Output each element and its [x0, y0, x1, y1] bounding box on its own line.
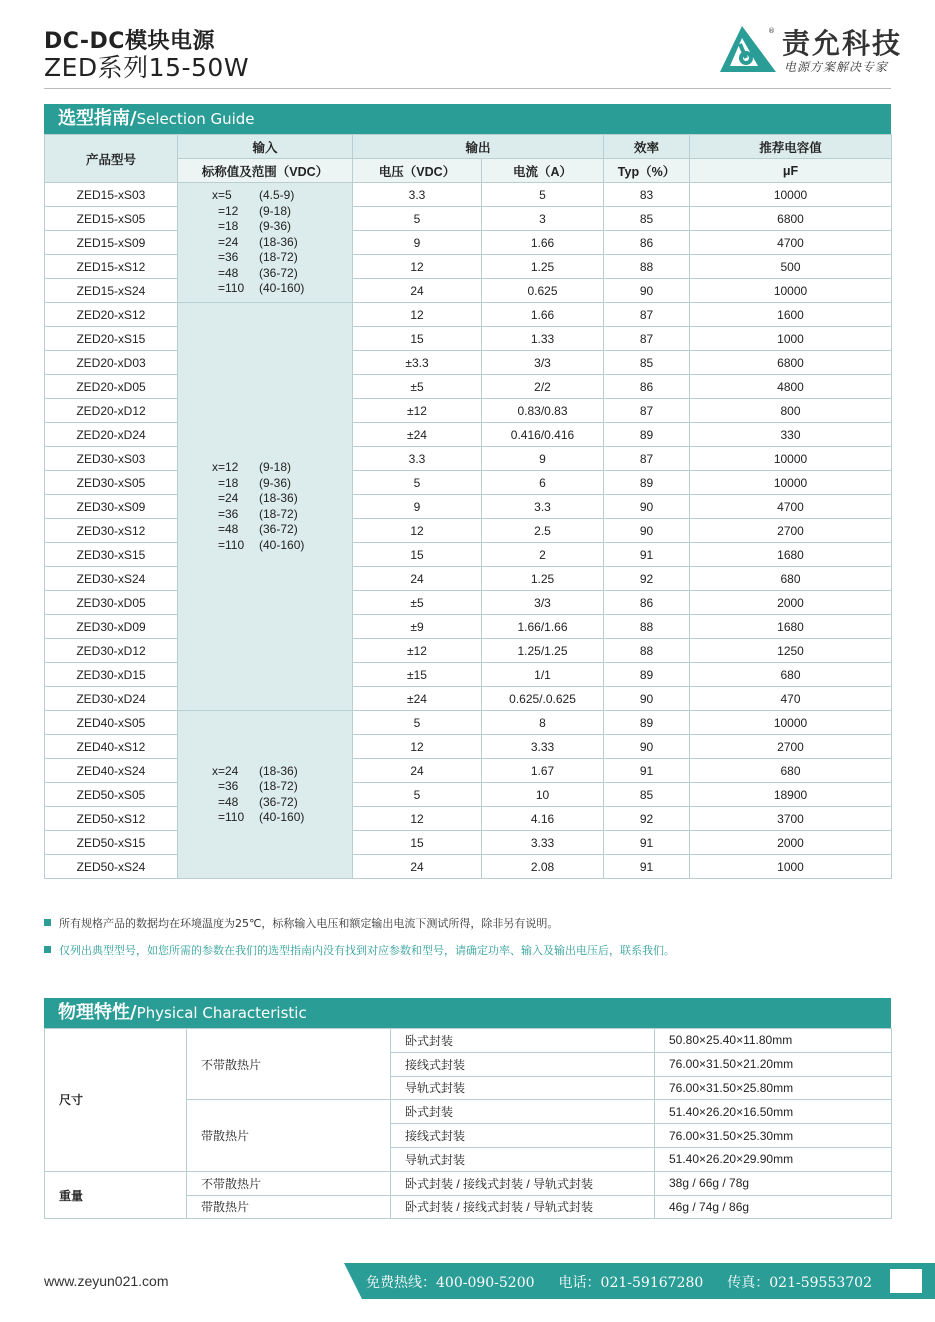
- capacitance-cell: 2000: [690, 831, 892, 855]
- package-type: 导轨式封装: [391, 1147, 655, 1171]
- input-nominal: =36: [218, 779, 239, 793]
- input-range-line: [212, 281, 352, 297]
- table-row: [45, 279, 892, 303]
- voltage-cell: 12: [353, 519, 482, 543]
- model-cell: ZED20-xD03: [45, 351, 178, 375]
- input-nominal: =24: [218, 234, 239, 249]
- input-range-line: [212, 522, 352, 538]
- size-label: 尺寸: [45, 1029, 187, 1172]
- table-row: [45, 519, 892, 543]
- model-cell: ZED40-xS05: [45, 711, 178, 735]
- package-types: 卧式封装 / 接线式封装 / 导轨式封装: [391, 1195, 655, 1219]
- package-type: 接线式封装: [391, 1052, 655, 1076]
- table-row: [45, 351, 892, 375]
- voltage-cell: 24: [353, 759, 482, 783]
- table-row: [45, 807, 892, 831]
- model-cell: ZED30-xS03: [45, 447, 178, 471]
- voltage-cell: 5: [353, 783, 482, 807]
- table-row: [45, 471, 892, 495]
- footer-fax: 传真：021-59553702: [727, 1275, 872, 1291]
- table-row: [45, 495, 892, 519]
- capacitance-cell: 10000: [690, 447, 892, 471]
- current-cell: 0.83/0.83: [482, 399, 604, 423]
- table-row: [45, 711, 892, 735]
- model-cell: ZED40-xS12: [45, 735, 178, 759]
- input-range-line: [212, 250, 352, 266]
- capacitance-cell: 4700: [690, 231, 892, 255]
- header-current: 电流（A）: [482, 159, 604, 183]
- efficiency-cell: 91: [604, 831, 690, 855]
- input-range: (18-72): [259, 506, 298, 521]
- header-divider: [44, 88, 891, 89]
- voltage-cell: ±3.3: [353, 351, 482, 375]
- input-range-line: [212, 476, 352, 492]
- package-types: 卧式封装 / 接线式封装 / 导轨式封装: [391, 1171, 655, 1195]
- heatsink-option: 带散热片: [187, 1195, 391, 1219]
- input-range-line: [212, 538, 352, 554]
- weight-label: 重量: [45, 1171, 187, 1219]
- current-cell: 1.67: [482, 759, 604, 783]
- header-input: 输入: [178, 135, 353, 159]
- physical-title-zh: 物理特性/: [58, 1002, 137, 1023]
- note-text: 仅列出典型型号，如您所需的参数在我们的选型指南内没有找到对应参数和型号，请确定功率、输入及输出电压后，联系我们。: [59, 944, 675, 957]
- input-range-line: [212, 810, 352, 826]
- header-input-range: 标称值及范围（VDC）: [178, 159, 353, 183]
- input-range-line: [212, 204, 352, 220]
- input-range-line: [212, 266, 352, 282]
- voltage-cell: 9: [353, 495, 482, 519]
- model-cell: ZED20-xD12: [45, 399, 178, 423]
- model-cell: ZED50-xS12: [45, 807, 178, 831]
- table-row: [45, 591, 892, 615]
- input-nominal: =18: [218, 475, 239, 490]
- input-range: (40-160): [259, 281, 305, 296]
- table-row: [45, 735, 892, 759]
- dimension-value: 51.40×26.20×16.50mm: [655, 1100, 892, 1124]
- efficiency-cell: 90: [604, 279, 690, 303]
- current-cell: 0.625: [482, 279, 604, 303]
- table-row: [45, 207, 892, 231]
- selection-guide-header: [44, 104, 891, 134]
- current-cell: 9: [482, 447, 604, 471]
- efficiency-cell: 92: [604, 807, 690, 831]
- input-range-cell: [178, 303, 353, 711]
- voltage-cell: 12: [353, 303, 482, 327]
- voltage-cell: ±5: [353, 591, 482, 615]
- no-heatsink-label: 不带散热片: [187, 1029, 391, 1100]
- current-cell: 10: [482, 783, 604, 807]
- efficiency-cell: 86: [604, 231, 690, 255]
- table-row: [45, 327, 892, 351]
- efficiency-cell: 90: [604, 735, 690, 759]
- table-row: [45, 399, 892, 423]
- efficiency-cell: 87: [604, 327, 690, 351]
- input-range-line: [212, 779, 352, 795]
- table-row: [45, 423, 892, 447]
- model-cell: ZED15-xS12: [45, 255, 178, 279]
- input-range-line: [212, 507, 352, 523]
- voltage-cell: ±9: [353, 615, 482, 639]
- table-row: [45, 759, 892, 783]
- table-row: [45, 231, 892, 255]
- input-nominal: =12: [218, 203, 239, 218]
- input-range-line: [212, 188, 352, 204]
- svg-text:®: ®: [768, 27, 775, 35]
- capacitance-cell: 3700: [690, 807, 892, 831]
- model-cell: ZED15-xS03: [45, 183, 178, 207]
- current-cell: 3: [482, 207, 604, 231]
- model-cell: ZED30-xS12: [45, 519, 178, 543]
- heatsink-option: 不带散热片: [187, 1171, 391, 1195]
- capacitance-cell: 1600: [690, 303, 892, 327]
- input-range-line: [212, 795, 352, 811]
- capacitance-cell: 2700: [690, 735, 892, 759]
- voltage-cell: ±12: [353, 639, 482, 663]
- input-range-cell: [178, 711, 353, 879]
- page-title-line2: ZED系列15-50W: [44, 53, 250, 82]
- table-row: [45, 447, 892, 471]
- header-voltage: 电压（VDC）: [353, 159, 482, 183]
- current-cell: 3.3: [482, 495, 604, 519]
- capacitance-cell: 800: [690, 399, 892, 423]
- dimension-value: 76.00×31.50×25.30mm: [655, 1124, 892, 1148]
- brand-name: 责允科技: [782, 27, 903, 60]
- capacitance-cell: 500: [690, 255, 892, 279]
- capacitance-cell: 1680: [690, 543, 892, 567]
- table-row: [45, 255, 892, 279]
- bullet-square-icon: [44, 946, 51, 953]
- table-row: [45, 639, 892, 663]
- current-cell: 1.33: [482, 327, 604, 351]
- capacitance-cell: 680: [690, 663, 892, 687]
- input-range: (40-160): [259, 537, 305, 552]
- model-cell: ZED30-xS24: [45, 567, 178, 591]
- table-row: [45, 375, 892, 399]
- input-range: (36-72): [259, 522, 298, 536]
- capacitance-cell: 10000: [690, 471, 892, 495]
- model-cell: ZED20-xD24: [45, 423, 178, 447]
- model-cell: ZED20-xS12: [45, 303, 178, 327]
- current-cell: 3.33: [482, 831, 604, 855]
- voltage-cell: 24: [353, 567, 482, 591]
- current-cell: 2.08: [482, 855, 604, 879]
- efficiency-cell: 91: [604, 855, 690, 879]
- capacitance-cell: 330: [690, 423, 892, 447]
- header-capacitance: 推荐电容值: [690, 135, 892, 159]
- note-test-conditions: [44, 915, 558, 931]
- efficiency-cell: 85: [604, 207, 690, 231]
- header-efficiency: 效率: [604, 135, 690, 159]
- current-cell: 3.33: [482, 735, 604, 759]
- input-range: (18-72): [259, 250, 298, 265]
- dimension-value: 76.00×31.50×25.80mm: [655, 1076, 892, 1100]
- input-range-line: [212, 235, 352, 251]
- input-nominal: =110: [218, 281, 245, 296]
- table-row: [45, 543, 892, 567]
- note-contact: [44, 942, 675, 958]
- model-cell: ZED30-xS05: [45, 471, 178, 495]
- input-range: (18-36): [259, 491, 298, 505]
- header-output: 输出: [353, 135, 604, 159]
- voltage-cell: 3.3: [353, 183, 482, 207]
- capacitance-cell: 680: [690, 759, 892, 783]
- model-cell: ZED30-xS15: [45, 543, 178, 567]
- capacitance-cell: 470: [690, 687, 892, 711]
- table-row: [45, 831, 892, 855]
- current-cell: 8: [482, 711, 604, 735]
- input-nominal: =110: [218, 810, 245, 824]
- input-nominal: =48: [218, 265, 239, 280]
- capacitance-cell: 2700: [690, 519, 892, 543]
- current-cell: 3/3: [482, 591, 604, 615]
- efficiency-cell: 87: [604, 399, 690, 423]
- voltage-cell: 5: [353, 711, 482, 735]
- current-cell: 6: [482, 471, 604, 495]
- package-type: 导轨式封装: [391, 1076, 655, 1100]
- efficiency-cell: 89: [604, 663, 690, 687]
- selection-title-en: Selection Guide: [136, 110, 255, 128]
- input-range-line: [212, 219, 352, 235]
- capacitance-cell: 1000: [690, 327, 892, 351]
- header-cap-unit: μF: [690, 159, 892, 183]
- model-cell: ZED30-xD09: [45, 615, 178, 639]
- model-cell: ZED50-xS24: [45, 855, 178, 879]
- footer-hotline: 免费热线：400-090-5200: [366, 1275, 535, 1291]
- current-cell: 4.16: [482, 807, 604, 831]
- physical-characteristic-header: [44, 998, 891, 1028]
- voltage-cell: 12: [353, 735, 482, 759]
- current-cell: 2.5: [482, 519, 604, 543]
- current-cell: 1.66: [482, 231, 604, 255]
- input-range: (18-36): [259, 763, 298, 778]
- input-nominal: x=24: [212, 763, 239, 778]
- capacitance-cell: 4700: [690, 495, 892, 519]
- dimension-value: 50.80×25.40×11.80mm: [655, 1029, 892, 1053]
- efficiency-cell: 92: [604, 567, 690, 591]
- voltage-cell: ±24: [353, 687, 482, 711]
- capacitance-cell: 1680: [690, 615, 892, 639]
- efficiency-cell: 91: [604, 543, 690, 567]
- model-cell: ZED15-xS05: [45, 207, 178, 231]
- footer-contact-text: [366, 1272, 896, 1292]
- voltage-cell: 12: [353, 807, 482, 831]
- package-type: 卧式封装: [391, 1100, 655, 1124]
- input-nominal: =110: [218, 537, 245, 552]
- current-cell: 1.66: [482, 303, 604, 327]
- model-cell: ZED50-xS05: [45, 783, 178, 807]
- table-row: [45, 783, 892, 807]
- table-row: [45, 567, 892, 591]
- efficiency-cell: 83: [604, 183, 690, 207]
- voltage-cell: 24: [353, 855, 482, 879]
- website-url[interactable]: www.zeyun021.com: [44, 1273, 169, 1289]
- input-range-line: [212, 764, 352, 780]
- input-nominal: x=12: [212, 460, 239, 474]
- model-cell: ZED20-xS15: [45, 327, 178, 351]
- efficiency-cell: 88: [604, 615, 690, 639]
- company-logo-icon: [718, 24, 778, 74]
- capacitance-cell: 1000: [690, 855, 892, 879]
- voltage-cell: 24: [353, 279, 482, 303]
- efficiency-cell: 91: [604, 759, 690, 783]
- voltage-cell: ±24: [353, 423, 482, 447]
- current-cell: 5: [482, 183, 604, 207]
- footer-phone: 电话：021-59167280: [558, 1275, 704, 1291]
- input-nominal: =48: [218, 522, 239, 536]
- efficiency-cell: 85: [604, 351, 690, 375]
- efficiency-cell: 89: [604, 711, 690, 735]
- input-range: (9-18): [259, 460, 292, 474]
- input-range-line: [212, 460, 352, 476]
- voltage-cell: ±12: [353, 399, 482, 423]
- table-row: [45, 183, 892, 207]
- table-row: [45, 855, 892, 879]
- selection-title-zh: 选型指南/: [58, 108, 137, 129]
- current-cell: 1.66/1.66: [482, 615, 604, 639]
- dimension-value: 76.00×31.50×21.20mm: [655, 1052, 892, 1076]
- table-row: [45, 687, 892, 711]
- efficiency-cell: 88: [604, 639, 690, 663]
- current-cell: 1/1: [482, 663, 604, 687]
- capacitance-cell: 1250: [690, 639, 892, 663]
- capacitance-cell: 6800: [690, 207, 892, 231]
- model-cell: ZED20-xD05: [45, 375, 178, 399]
- input-range: (9-36): [259, 475, 292, 490]
- page-title-line1: DC-DC模块电源: [44, 29, 215, 54]
- efficiency-cell: 89: [604, 471, 690, 495]
- current-cell: 1.25/1.25: [482, 639, 604, 663]
- capacitance-cell: 18900: [690, 783, 892, 807]
- capacitance-cell: 2000: [690, 591, 892, 615]
- current-cell: 0.625/.0.625: [482, 687, 604, 711]
- model-cell: ZED40-xS24: [45, 759, 178, 783]
- model-cell: ZED30-xD05: [45, 591, 178, 615]
- physical-title-en: Physical Characteristic: [136, 1004, 307, 1022]
- current-cell: 2: [482, 543, 604, 567]
- current-cell: 1.25: [482, 567, 604, 591]
- physical-table: [44, 1028, 892, 1219]
- model-cell: ZED30-xD24: [45, 687, 178, 711]
- efficiency-cell: 90: [604, 519, 690, 543]
- efficiency-cell: 85: [604, 783, 690, 807]
- capacitance-cell: 680: [690, 567, 892, 591]
- input-range-cell: [178, 183, 353, 303]
- capacitance-cell: 10000: [690, 711, 892, 735]
- input-range: (36-72): [259, 265, 298, 280]
- current-cell: 2/2: [482, 375, 604, 399]
- brand-slogan: 电源方案解决专家: [784, 60, 889, 74]
- input-nominal: =24: [218, 491, 239, 505]
- voltage-cell: 15: [353, 543, 482, 567]
- table-row: [45, 615, 892, 639]
- input-range: (18-36): [259, 234, 298, 249]
- voltage-cell: 5: [353, 471, 482, 495]
- input-range: (9-36): [259, 219, 292, 234]
- model-cell: ZED50-xS15: [45, 831, 178, 855]
- input-nominal: x=5: [212, 188, 232, 203]
- model-cell: ZED30-xS09: [45, 495, 178, 519]
- efficiency-cell: 89: [604, 423, 690, 447]
- input-nominal: =48: [218, 794, 239, 809]
- efficiency-cell: 86: [604, 375, 690, 399]
- model-cell: ZED15-xS24: [45, 279, 178, 303]
- efficiency-cell: 87: [604, 447, 690, 471]
- voltage-cell: 3.3: [353, 447, 482, 471]
- model-cell: ZED30-xD12: [45, 639, 178, 663]
- input-range: (18-72): [259, 779, 298, 793]
- package-type: 接线式封装: [391, 1124, 655, 1148]
- input-nominal: =36: [218, 250, 239, 265]
- current-cell: 1.25: [482, 255, 604, 279]
- with-heatsink-label: 带散热片: [187, 1100, 391, 1171]
- header-model: 产品型号: [45, 135, 178, 183]
- input-range-line: [212, 491, 352, 507]
- table-row: [45, 663, 892, 687]
- efficiency-cell: 87: [604, 303, 690, 327]
- capacitance-cell: 10000: [690, 279, 892, 303]
- input-range: (36-72): [259, 794, 298, 809]
- package-type: 卧式封装: [391, 1029, 655, 1053]
- input-range: (40-160): [259, 810, 305, 824]
- efficiency-cell: 86: [604, 591, 690, 615]
- input-range: (9-18): [259, 203, 292, 218]
- voltage-cell: 15: [353, 831, 482, 855]
- efficiency-cell: 88: [604, 255, 690, 279]
- capacitance-cell: 4800: [690, 375, 892, 399]
- weight-value: 38g / 66g / 78g: [655, 1171, 892, 1195]
- capacitance-cell: 6800: [690, 351, 892, 375]
- weight-value: 46g / 74g / 86g: [655, 1195, 892, 1219]
- selection-table: [44, 134, 892, 879]
- table-row: [45, 303, 892, 327]
- input-nominal: =18: [218, 219, 239, 234]
- voltage-cell: 5: [353, 207, 482, 231]
- bullet-square-icon: [44, 919, 51, 926]
- voltage-cell: 15: [353, 327, 482, 351]
- model-cell: ZED30-xD15: [45, 663, 178, 687]
- voltage-cell: 9: [353, 231, 482, 255]
- model-cell: ZED15-xS09: [45, 231, 178, 255]
- page-number-box: [890, 1269, 922, 1293]
- voltage-cell: 12: [353, 255, 482, 279]
- dimension-value: 51.40×26.20×29.90mm: [655, 1147, 892, 1171]
- input-range: (4.5-9): [259, 188, 295, 203]
- capacitance-cell: 10000: [690, 183, 892, 207]
- current-cell: 3/3: [482, 351, 604, 375]
- current-cell: 0.416/0.416: [482, 423, 604, 447]
- header-eff-typ: Typ（%）: [604, 159, 690, 183]
- input-nominal: =36: [218, 506, 239, 521]
- voltage-cell: ±15: [353, 663, 482, 687]
- voltage-cell: ±5: [353, 375, 482, 399]
- efficiency-cell: 90: [604, 687, 690, 711]
- note-text: 所有规格产品的数据均在环境温度为25℃，标称输入电压和额定输出电流下测试所得，除非另有说明。: [59, 917, 559, 930]
- efficiency-cell: 90: [604, 495, 690, 519]
